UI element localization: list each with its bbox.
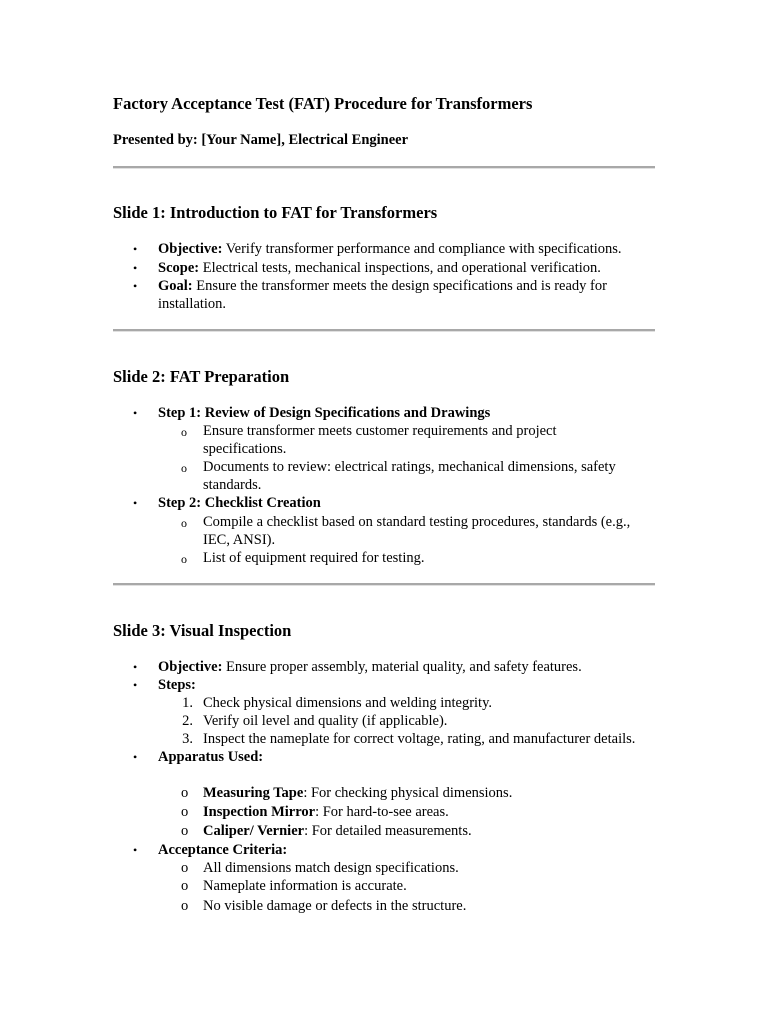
slide2-list (113, 404, 655, 574)
sub-item-text: List of equipment required for testing. (203, 550, 425, 566)
bullet-marker: • (133, 242, 138, 256)
apparatus-name: Inspection Mirror (203, 804, 316, 820)
sub-marker: o (181, 898, 189, 914)
sub-marker: o (181, 516, 187, 530)
criteria-text: Nameplate information is accurate. (203, 878, 407, 894)
bullet-marker: • (133, 843, 138, 857)
apparatus-name: Caliper/ Vernier (203, 823, 305, 839)
item-label: Objective: (158, 659, 223, 675)
apparatus-name: Measuring Tape (203, 785, 304, 801)
slide1-heading: Slide 1: Introduction to FAT for Transformers (113, 203, 438, 222)
item-text: Verify transformer performance and compliance with specifications. (222, 241, 622, 257)
sub-item-text: standards. (203, 477, 262, 493)
item-text: Inspect the nameplate for correct voltage, rating, and manufacturer details. (203, 731, 636, 747)
item-number: 1. (182, 695, 193, 711)
sub-marker: o (181, 785, 189, 801)
step-label: Step 1: Review of Design Specifications and Drawings (158, 405, 491, 421)
bullet-marker: • (133, 496, 138, 510)
slide3-heading: Slide 3: Visual Inspection (113, 621, 292, 640)
bullet-marker: • (133, 750, 138, 764)
section-divider (113, 166, 655, 169)
sub-marker: o (181, 823, 189, 839)
bullet-marker: • (133, 279, 138, 293)
sub-marker: o (181, 804, 189, 820)
item-text: Ensure the transformer meets the design specifications and is ready for (192, 278, 607, 294)
sub-item-text: Documents to review: electrical ratings, mechanical dimensions, safety (203, 459, 616, 475)
item-label: Objective: (158, 241, 223, 257)
bullet-marker: • (133, 261, 138, 275)
criteria-text: All dimensions match design specifications. (203, 860, 459, 876)
item-text: Electrical tests, mechanical inspections, and operational verification. (199, 260, 601, 276)
item-number: 3. (182, 731, 193, 747)
item-text: Check physical dimensions and welding integrity. (203, 695, 493, 711)
sub-marker: o (181, 461, 187, 475)
sub-marker: o (181, 878, 189, 894)
apparatus-text: : For detailed measurements. (304, 823, 472, 839)
item-text: Verify oil level and quality (if applicable). (203, 713, 448, 729)
document-title: Factory Acceptance Test (FAT) Procedure for Transformers (113, 94, 533, 113)
item-text: Ensure proper assembly, material quality, and safety features. (222, 659, 582, 675)
section-divider (113, 329, 655, 332)
apparatus-text: : For hard-to-see areas. (315, 804, 449, 820)
sub-item-text: Compile a checklist based on standard testing procedures, standards (e.g., (203, 514, 631, 530)
slide3-list (113, 658, 655, 928)
sub-item-text: IEC, ANSI). (203, 532, 276, 548)
sub-item-text: specifications. (203, 441, 287, 457)
item-label: Apparatus Used: (158, 749, 264, 765)
slide2-heading: Slide 2: FAT Preparation (113, 367, 290, 386)
apparatus-text: : For checking physical dimensions. (303, 785, 513, 801)
sub-marker: o (181, 425, 187, 439)
slide1-list (113, 240, 655, 320)
sub-item-text: Ensure transformer meets customer requirements and project (203, 423, 557, 439)
item-label: Goal: (158, 278, 193, 294)
section-divider (113, 583, 655, 586)
sub-marker: o (181, 552, 187, 566)
step-label: Step 2: Checklist Creation (158, 495, 321, 511)
bullet-marker: • (133, 406, 138, 420)
item-label: Steps: (158, 677, 196, 693)
item-number: 2. (182, 713, 193, 729)
presented-by: Presented by: [Your Name], Electrical Engineer (113, 132, 409, 148)
item-text: installation. (158, 296, 227, 312)
item-label: Acceptance Criteria: (158, 842, 288, 858)
bullet-marker: • (133, 678, 138, 692)
item-label: Scope: (158, 260, 200, 276)
sub-marker: o (181, 860, 189, 876)
bullet-marker: • (133, 660, 138, 674)
criteria-text: No visible damage or defects in the structure. (203, 898, 467, 914)
